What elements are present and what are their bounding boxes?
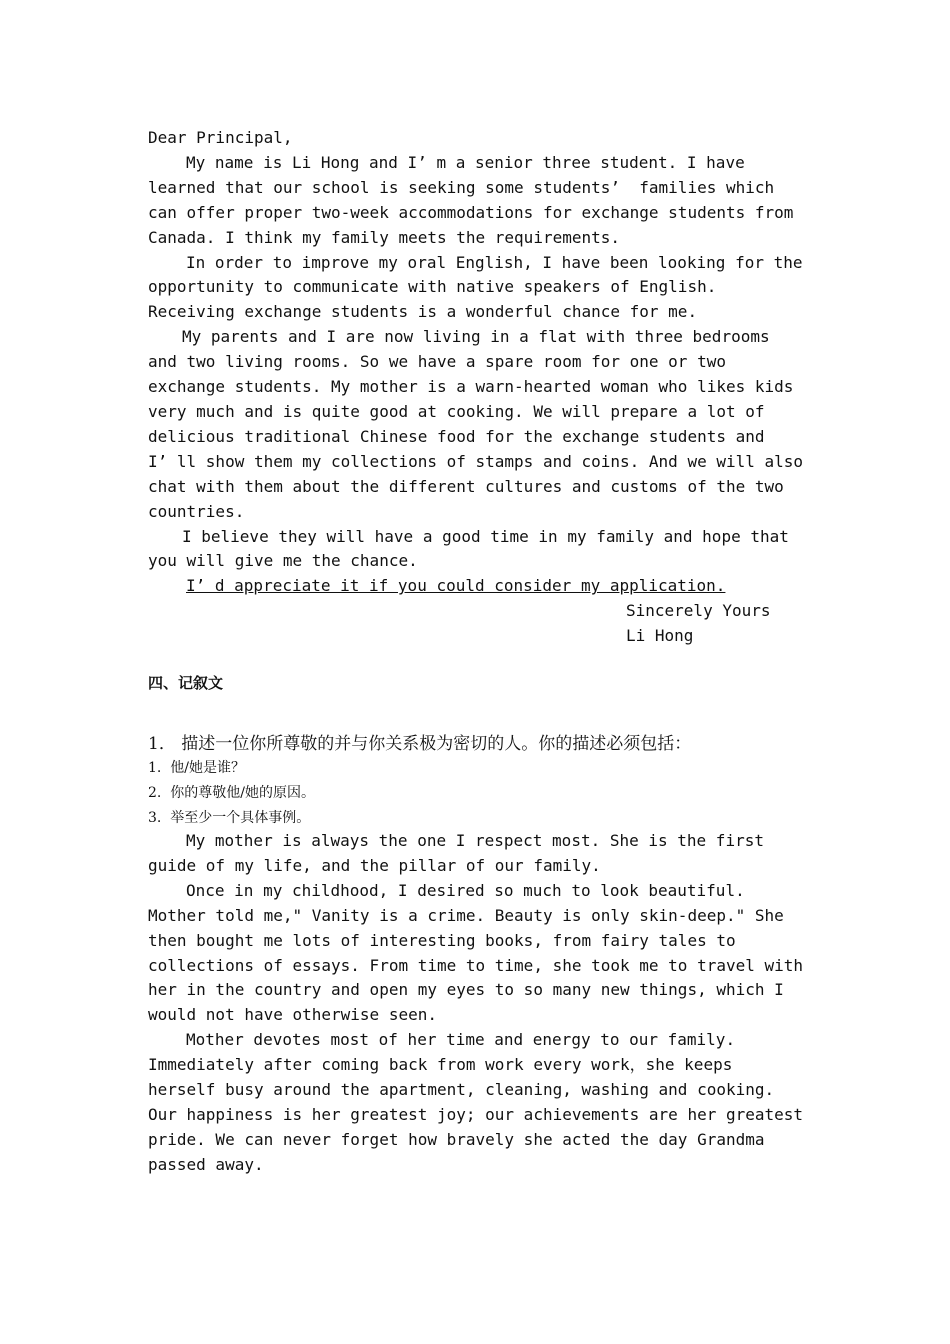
essay bbox=[148, 829, 803, 1178]
letter-greeting: Dear Principal, bbox=[148, 128, 293, 147]
underlined-sentence: I’ d appreciate it if you could consider my application. bbox=[186, 576, 726, 596]
letter-signature: Li Hong bbox=[626, 626, 694, 646]
essay-line: passed away. bbox=[148, 1154, 264, 1174]
essay-line: guide of my life, and the pillar of our family. bbox=[148, 855, 601, 875]
letter-line: Receiving exchange students is a wonderful chance for me. bbox=[148, 302, 698, 322]
requirement-item: 1. 他/她是谁？ bbox=[148, 760, 245, 776]
essay-line: Mother devotes most of her time and energy to our family. bbox=[186, 1030, 736, 1050]
letter-line: you will give me the chance. bbox=[148, 551, 418, 571]
letter-closing: Sincerely Yours bbox=[626, 601, 771, 621]
letter-line: chat with them about the different cultures and customs of the two bbox=[148, 476, 784, 496]
question-title: 1． 描述一位你所尊敬的并与你关系极为密切的人。你的描述必须包括： bbox=[148, 734, 692, 754]
letter-line: I’ ll show them my collections of stamps and coins. And we will also bbox=[148, 451, 804, 471]
letter-line-underlined bbox=[148, 574, 803, 599]
letter-line: Canada. I think my family meets the requirements. bbox=[148, 227, 621, 247]
letter-line: countries. bbox=[148, 501, 245, 521]
essay-line: then bought me lots of interesting books, from fairy tales to bbox=[148, 930, 736, 950]
essay-line: My mother is always the one I respect most. She is the first bbox=[186, 831, 764, 850]
letter-line: I believe they will have a good time in my family and hope that bbox=[182, 526, 789, 546]
letter-line: very much and is quite good at cooking. We will prepare a lot of bbox=[148, 401, 765, 421]
letter-line: In order to improve my oral English, I have been looking for the bbox=[186, 252, 803, 272]
essay-line: Once in my childhood, I desired so much to look beautiful. bbox=[186, 880, 745, 900]
essay-line: collections of essays. From time to time, she took me to travel with bbox=[148, 955, 804, 975]
essay-line: pride. We can never forget how bravely she acted the day Grandma bbox=[148, 1129, 765, 1149]
essay-line: Mother told me," Vanity is a crime. Beauty is only skin-deep." She bbox=[148, 905, 784, 925]
letter-line: My name is Li Hong and I’ m a senior three student. I have bbox=[186, 152, 745, 172]
letter-line: My parents and I are now living in a flat with three bedrooms bbox=[182, 327, 770, 347]
letter-line: exchange students. My mother is a warn-hearted woman who likes kids bbox=[148, 377, 794, 397]
essay-line: Immediately after coming back from work every work，she keeps bbox=[148, 1055, 733, 1075]
letter-line: delicious traditional Chinese food for the exchange students and bbox=[148, 426, 765, 446]
essay-line: Our happiness is her greatest joy; our achievements are her greatest bbox=[148, 1104, 804, 1124]
letter-line: learned that our school is seeking some students’ families which bbox=[148, 177, 775, 197]
essay-line: herself busy around the apartment, cleaning, washing and cooking. bbox=[148, 1080, 775, 1100]
requirement-item: 2. 你的尊敬他/她的原因。 bbox=[148, 785, 315, 801]
essay-line: her in the country and open my eyes to so many new things, which I bbox=[148, 980, 784, 1000]
section-heading: 四、记叙文 bbox=[148, 674, 224, 692]
requirement-item: 3. 举至少一个具体事例。 bbox=[148, 810, 311, 826]
letter bbox=[148, 126, 803, 649]
letter-line: and two living rooms. So we have a spare room for one or two bbox=[148, 352, 726, 372]
letter-line: opportunity to communicate with native speakers of English. bbox=[148, 277, 717, 297]
essay-line: would not have otherwise seen. bbox=[148, 1005, 437, 1025]
letter-line: can offer proper two-week accommodations for exchange students from bbox=[148, 202, 794, 222]
